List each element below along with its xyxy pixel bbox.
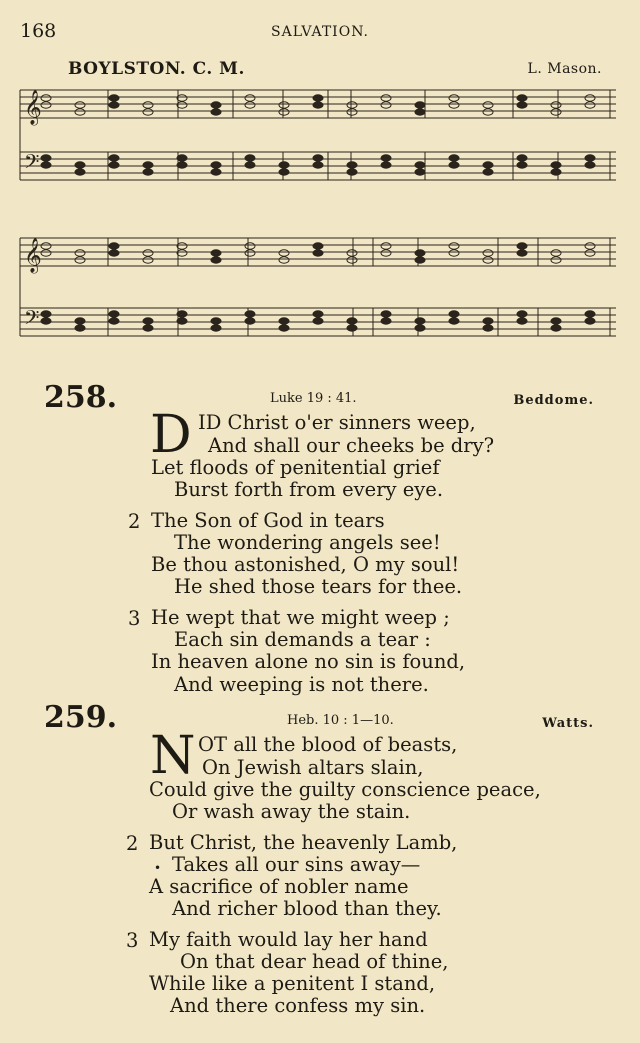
hymn-number: 258. (44, 380, 118, 415)
note-head (585, 311, 595, 317)
note-head (211, 318, 221, 324)
note-head (313, 102, 323, 108)
note-head (313, 318, 323, 324)
note-head (483, 318, 493, 324)
note-head (245, 155, 255, 161)
running-head: SALVATION. (271, 24, 369, 40)
note-head (381, 311, 391, 317)
note-head (551, 109, 561, 115)
note-head (245, 102, 255, 108)
note-head (381, 243, 391, 249)
note-head (279, 250, 289, 256)
hymn-number: 259. (44, 700, 118, 735)
note-head (279, 162, 289, 168)
hymn-line: While like a penitent I stand, (149, 972, 436, 995)
note-head (143, 257, 153, 263)
note-head (109, 250, 119, 256)
note-head (41, 102, 51, 108)
note-head (415, 325, 425, 331)
hymn-line: He wept that we might weep ; (151, 606, 450, 629)
note-head (211, 109, 221, 115)
note-head (517, 102, 527, 108)
music-score (18, 80, 622, 370)
note-head (551, 257, 561, 263)
note-head (551, 102, 561, 108)
hymn-line: My faith would lay her hand (149, 928, 428, 951)
note-head (381, 250, 391, 256)
note-head (109, 155, 119, 161)
note-head (75, 325, 85, 331)
note-head (415, 162, 425, 168)
note-head (483, 169, 493, 175)
note-head (41, 243, 51, 249)
note-head (75, 162, 85, 168)
verse-number: 3 (126, 929, 139, 952)
note-head (517, 95, 527, 101)
note-head (245, 243, 255, 249)
note-head (41, 155, 51, 161)
note-head (41, 162, 51, 168)
note-head (313, 95, 323, 101)
note-head (585, 250, 595, 256)
note-head (177, 155, 187, 161)
note-head (211, 102, 221, 108)
hymn-line: OT all the blood of beasts, (198, 733, 458, 756)
note-head (585, 243, 595, 249)
hymn-line: ID Christ o'er sinners weep, (198, 411, 476, 434)
note-head (245, 311, 255, 317)
note-head (517, 155, 527, 161)
note-head (347, 102, 357, 108)
hymn-line: Could give the guilty conscience peace, (149, 778, 541, 801)
note-head (415, 250, 425, 256)
hymn-line: Burst forth from every eye. (174, 478, 444, 501)
note-head (415, 169, 425, 175)
note-head (313, 243, 323, 249)
hymn-line: In heaven alone no sin is found, (151, 650, 466, 673)
note-head (41, 318, 51, 324)
hymn-line: Or wash away the stain. (172, 800, 411, 823)
hymn-line: Let floods of penitential grief (151, 456, 440, 479)
note-head (347, 169, 357, 175)
note-head (449, 311, 459, 317)
note-head (177, 311, 187, 317)
note-head (75, 102, 85, 108)
note-head (347, 250, 357, 256)
note-head (75, 169, 85, 175)
note-head (41, 95, 51, 101)
note-head (75, 318, 85, 324)
bass-clef-icon: 𝄢 (24, 150, 40, 178)
hymn-line: Be thou astonished, O my soul! (151, 553, 460, 576)
note-head (517, 311, 527, 317)
hymn-line: A sacrifice of nobler name (149, 875, 409, 898)
note-head (143, 250, 153, 256)
bass-clef-icon: 𝄢 (24, 306, 40, 334)
note-head (109, 95, 119, 101)
note-head (143, 162, 153, 168)
note-head (415, 318, 425, 324)
note-head (517, 250, 527, 256)
note-head (381, 102, 391, 108)
verse-number: 3 (128, 607, 141, 630)
note-head (279, 169, 289, 175)
note-head (143, 109, 153, 115)
note-head (449, 162, 459, 168)
note-head (449, 250, 459, 256)
note-head (415, 257, 425, 263)
note-head (177, 162, 187, 168)
note-head (313, 250, 323, 256)
note-head (177, 318, 187, 324)
note-head (41, 250, 51, 256)
note-head (313, 162, 323, 168)
treble-clef-icon: 𝄞 (24, 90, 42, 125)
hymn-line: The wondering angels see! (174, 531, 441, 554)
note-head (245, 162, 255, 168)
note-head (517, 162, 527, 168)
note-head (109, 102, 119, 108)
note-head (347, 162, 357, 168)
note-head (347, 109, 357, 115)
note-head (347, 257, 357, 263)
note-head (585, 162, 595, 168)
note-head (279, 257, 289, 263)
scripture-reference: Luke 19 : 41. (270, 391, 357, 406)
note-head (75, 257, 85, 263)
treble-clef-icon: 𝄞 (24, 238, 42, 273)
note-head (143, 318, 153, 324)
note-head (347, 325, 357, 331)
note-head (517, 243, 527, 249)
verse-number: 2 (128, 510, 141, 533)
author-name: Watts. (542, 716, 594, 731)
note-head (75, 109, 85, 115)
note-head (551, 162, 561, 168)
tune-name: BOYLSTON. C. M. (68, 59, 245, 79)
hymn-line: On Jewish altars slain, (202, 756, 424, 779)
note-head (483, 102, 493, 108)
hymn-line: And richer blood than they. (172, 897, 442, 920)
note-head (551, 318, 561, 324)
hymn-line: He shed those tears for thee. (174, 575, 463, 598)
note-head (449, 95, 459, 101)
note-head (143, 325, 153, 331)
note-head (143, 102, 153, 108)
note-head (449, 155, 459, 161)
note-head (211, 162, 221, 168)
note-head (245, 95, 255, 101)
composer: L. Mason. (527, 61, 602, 77)
note-head (41, 311, 51, 317)
note-head (109, 318, 119, 324)
note-head (517, 318, 527, 324)
note-head (449, 318, 459, 324)
note-head (313, 155, 323, 161)
hymn-line: And there confess my sin. (170, 994, 426, 1017)
note-head (109, 311, 119, 317)
bullet-dot: • (154, 861, 162, 875)
note-head (211, 169, 221, 175)
note-head (449, 102, 459, 108)
hymn-line: The Son of God in tears (151, 509, 385, 532)
note-head (483, 109, 493, 115)
note-head (109, 162, 119, 168)
note-head (585, 102, 595, 108)
note-head (483, 325, 493, 331)
hymn-line: But Christ, the heavenly Lamb, (149, 831, 458, 854)
note-head (381, 318, 391, 324)
note-head (381, 95, 391, 101)
note-head (551, 250, 561, 256)
note-head (211, 250, 221, 256)
note-head (109, 243, 119, 249)
verse-number: 2 (126, 832, 139, 855)
note-head (551, 169, 561, 175)
note-head (279, 318, 289, 324)
note-head (415, 109, 425, 115)
note-head (415, 102, 425, 108)
note-head (245, 318, 255, 324)
note-head (211, 257, 221, 263)
note-head (279, 109, 289, 115)
note-head (381, 162, 391, 168)
note-head (483, 162, 493, 168)
hymn-line: On that dear head of thine, (180, 950, 449, 973)
drop-cap: D (150, 405, 192, 465)
author-name: Beddome. (513, 393, 594, 408)
hymn-line: And shall our cheeks be dry? (208, 434, 495, 457)
note-head (585, 318, 595, 324)
hymn-line: And weeping is not there. (174, 673, 429, 696)
note-head (483, 250, 493, 256)
note-head (313, 311, 323, 317)
note-head (245, 250, 255, 256)
note-head (449, 243, 459, 249)
scripture-reference: Heb. 10 : 1—10. (287, 713, 394, 728)
note-head (551, 325, 561, 331)
note-head (279, 325, 289, 331)
hymn-line: Each sin demands a tear : (174, 628, 431, 651)
note-head (483, 257, 493, 263)
note-head (381, 155, 391, 161)
note-head (143, 169, 153, 175)
hymn-line: Takes all our sins away— (172, 853, 421, 876)
note-head (585, 155, 595, 161)
note-head (585, 95, 595, 101)
note-head (211, 325, 221, 331)
note-head (279, 102, 289, 108)
note-head (75, 250, 85, 256)
note-head (347, 318, 357, 324)
drop-cap: N (150, 726, 196, 786)
page-number: 168 (20, 20, 57, 42)
